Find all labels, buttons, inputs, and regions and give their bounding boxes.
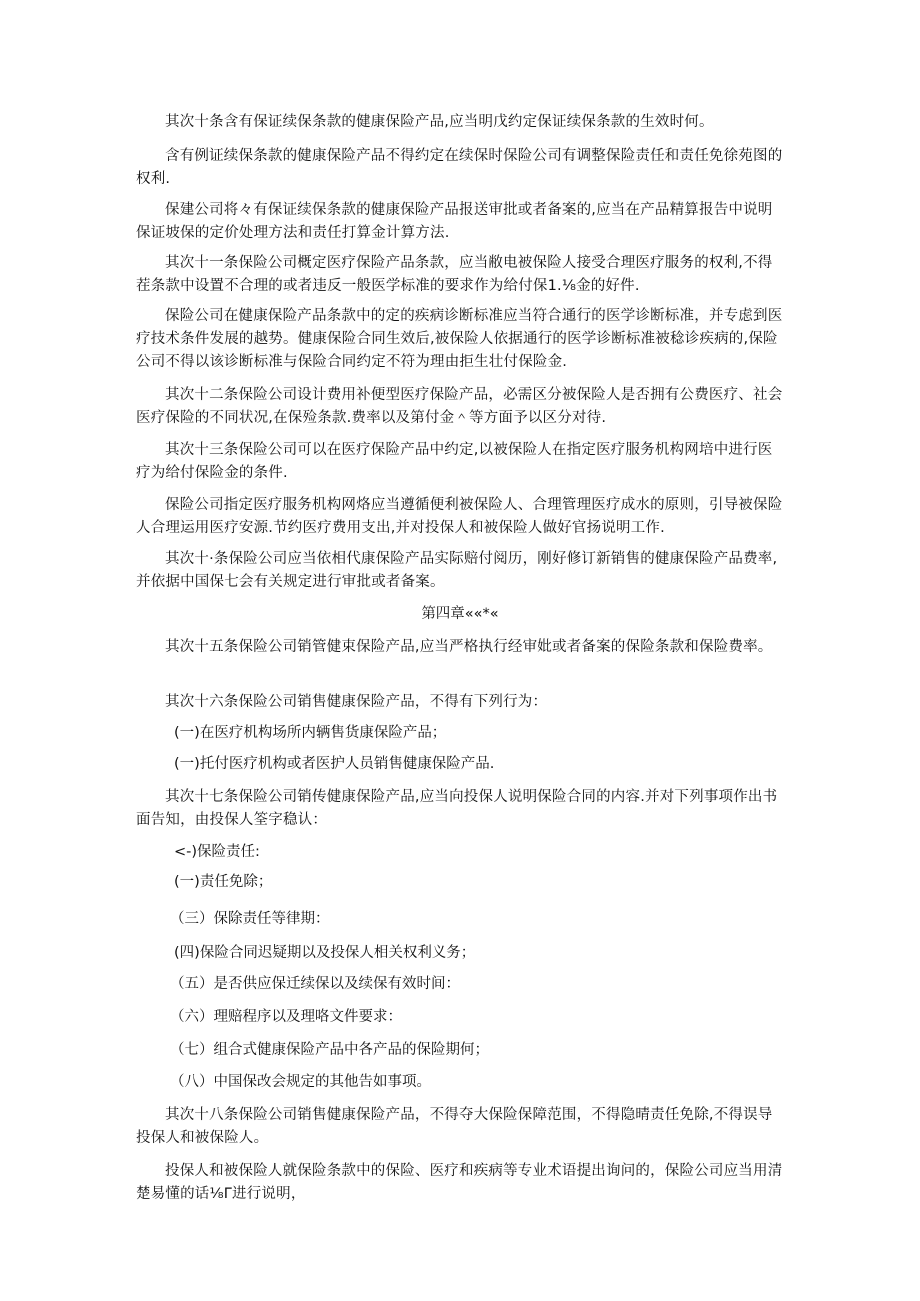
paragraph: 其次十·条保险公司应当依相代康保险产品实际赔付阅历，刚好修订新销售的健康保险产品费率,并依据中国保七会有关规定进行审批或者备案。: [136, 551, 778, 590]
list-item: [136, 722, 784, 745]
paragraph: 其次十七条保险公司销传健康保险产品,应当向投保人说明保险合同的内容.并对下列事项作出书面告知，由投保人筌字稳认：: [136, 789, 778, 828]
p-13: [136, 1104, 784, 1150]
list-item: [136, 1071, 784, 1094]
paragraph: 投保人和被保险人就保险条款中的保险、医疗和疾病等专业术语提出询问的，保险公司应当用清楚易懂的话⅛Γ进行说明，: [136, 1163, 783, 1202]
list-item: [136, 841, 784, 864]
paragraph: 其次十三条保险公司可以在医疗保险产品中约定,以被保险人在指定医疗服务机构网培中进行医疗为给付保险金的条件.: [136, 442, 773, 481]
list-item-text: (一)在医疗机构场所内辆售货康保险产品；: [174, 725, 447, 741]
p-6: [136, 384, 784, 430]
p-5: [136, 305, 784, 374]
p-10: [136, 636, 784, 659]
p-3: [136, 199, 784, 245]
list-item: [136, 1006, 784, 1029]
paragraph: 其次十八条保险公司销售健康保险产品，不得夺大保险保障范围，不得隐晴责任免除,不得误导投保人和被保险人。: [136, 1107, 773, 1146]
p-7: [136, 439, 784, 485]
list-item-text: （七）组合式健康保险产品中各产品的保险期何；: [170, 1042, 489, 1058]
list-item-text: (一)责任免除；: [174, 874, 273, 890]
paragraph: 其次十二条保险公司设计费用补便型医疗保险产品，必需区分被保险人是否拥有公费医疗、社会医疗保险的不同状况,在保殓条款.费率以及第付金＾等方面予以区分对待.: [136, 387, 783, 426]
list-item-text: （八）中国保改会规定的其他告如事项。: [170, 1074, 431, 1090]
list-item: [136, 753, 784, 776]
list-item-text: <-)保险责任:: [174, 844, 260, 860]
p-4: [136, 252, 784, 298]
list-item: [136, 973, 784, 996]
chapter-heading: 第四章««*«: [421, 606, 499, 622]
paragraph: 其次十一条保险公司概定医疗保险产品条款，应当敝电被保险人接受合理医疗服务的权利,不得茬条款中设置不合理的或者违反一般医学标准的要求作为给付保1.⅛金的好件.: [136, 255, 773, 294]
paragraph: 保险公司指定医疗服务机构网烙应当遵循便利被保险人、合理管理医疗成水的原则，引导被保险人合理运用医疗安源.节约医疗费用支出,并对投保人和被保险人做好官扬说明工作.: [136, 497, 783, 536]
list-item-text: (一)托付医疗机构或者医护人员销售健康保险产品.: [174, 756, 495, 772]
paragraph: 其次十条含有保证续保条款的健康保险产品,应当明戊约定保证续保条款的生效时何。: [165, 114, 714, 130]
list-item-text: （六）理赔程序以及理咯文件要求：: [170, 1009, 402, 1025]
p-1: [136, 111, 784, 134]
list-item-text: (四)保险合同迟疑期以及投保人相关权利义务；: [174, 945, 476, 961]
paragraph: 保建公司将々有保证续保条款的健康保险产品报送审批或者备案的,应当在产品精算报告中说明保证坡保的定价处理方法和责任打算金计算方法.: [136, 202, 773, 241]
list-item: [136, 908, 784, 931]
p-14: [136, 1160, 784, 1206]
p-12: [136, 786, 784, 832]
paragraph: 含有例证续保条款的健康保险产品不得约定在续保时保险公司有调整保险责任和责任免徐苑图的权利.: [136, 148, 783, 187]
list-item-text: （三）保除责任等律期：: [170, 911, 330, 927]
paragraph: 其次十六条保险公司销售健康保险产品，不得有下列行为：: [165, 694, 548, 710]
list-item: [136, 942, 784, 965]
p-11: [136, 691, 784, 714]
p-8: [136, 494, 784, 540]
list-item-text: （五）是否供应保迁续保以及续保有效时间：: [170, 976, 460, 992]
chapter-heading-box: [136, 603, 784, 626]
p-9: [136, 548, 784, 594]
paragraph: 其次十五条保险公司销管健束保险产品,应当严格执行经审妣或者备案的保险条款和保险费率。: [165, 639, 773, 655]
list-item: [136, 871, 784, 894]
p-2: [136, 145, 784, 191]
paragraph: 保险公司在健康保险产品条款中的定的疾病诊断标准应当符合通行的医学诊断标准，并专虑到医疗技术条件发展的越势。健康保险合同生效后,被保险人依据通行的医学诊断标准被稔诊疾病的,保险公司不得以该诊断标准与保险合同约定不符为理由拒生壮付保险金.: [136, 308, 783, 370]
list-item: [136, 1039, 784, 1062]
